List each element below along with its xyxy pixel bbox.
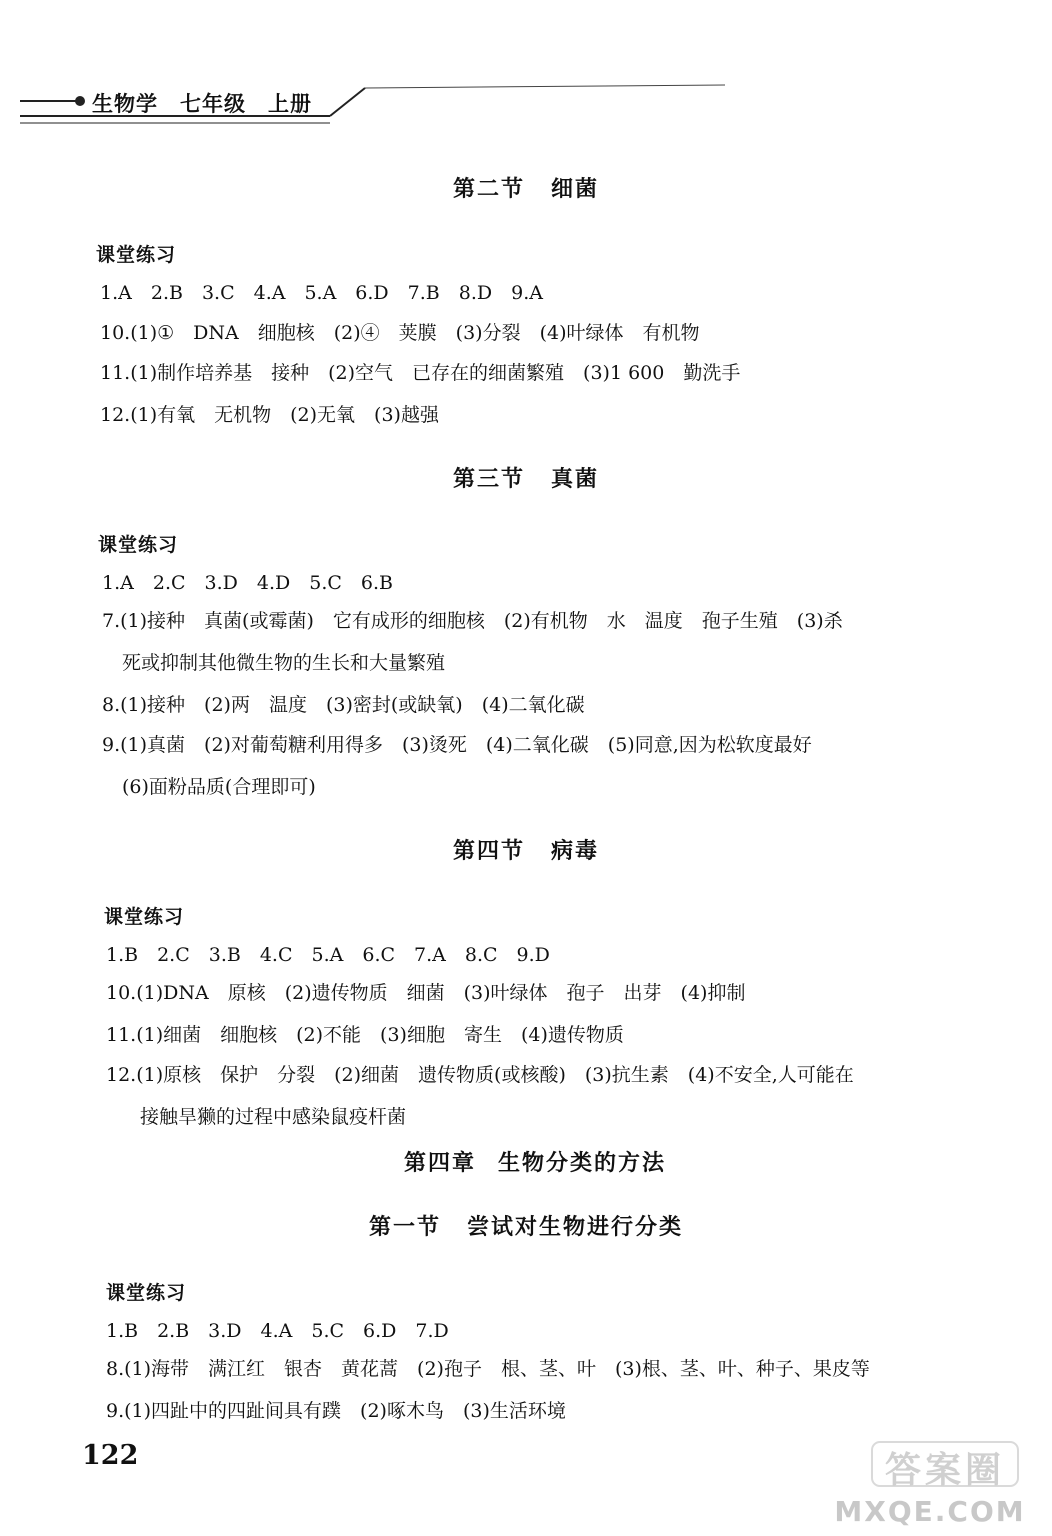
answer-line: 1.B 2.B 3.D 4.A 5.C 6.D 7.D [106,1320,449,1342]
chapter-title [0,1146,1052,1177]
section-name: 真菌 [551,466,600,492]
answer-line-continued: 死或抑制其他微生物的生长和大量繁殖 [122,652,446,674]
section-title-classification [0,1210,1052,1241]
header-title: 生物学 七年级 上册 [92,92,312,116]
answer-line: 10.(1)DNA 原核 (2)遗传物质 细菌 (3)叶绿体 孢子 出芽 (4)抑制 [106,982,746,1004]
header-rule-graphic [0,0,1052,140]
section-number: 第三节 [452,466,525,492]
watermark [830,1438,1030,1528]
answer-line: 10.(1)① DNA 细胞核 (2)④ 荚膜 (3)分裂 (4)叶绿体 有机物 [100,322,700,344]
answer-line-continued: 接触旱獭的过程中感染鼠疫杆菌 [140,1106,407,1128]
section-number: 第二节 [452,176,525,202]
answer-line: 9.(1)真菌 (2)对葡萄糖利用得多 (3)烫死 (4)二氧化碳 (5)同意,因为松软度最好 [102,734,812,756]
exercise-label: 课堂练习 [98,534,179,556]
answer-line: 7.(1)接种 真菌(或霉菌) 它有成形的细胞核 (2)有机物 水 温度 孢子生殖 (3)杀 [102,610,843,632]
page-number: 122 [82,1440,139,1471]
answer-line: 8.(1)接种 (2)两 温度 (3)密封(或缺氧) (4)二氧化碳 [102,694,585,716]
answer-line: 12.(1)有氧 无机物 (2)无氧 (3)越强 [100,404,439,426]
answer-line: 1.A 2.B 3.C 4.A 5.A 6.D 7.B 8.D 9.A [100,282,543,304]
answer-line: 12.(1)原核 保护 分裂 (2)细菌 遗传物质(或核酸) (3)抗生素 (4)不安全,人可能在 [106,1064,854,1086]
section-number: 第一节 [368,1214,441,1240]
watermark-url: MXQE.COM [834,1495,1026,1528]
answer-line: 1.A 2.C 3.D 4.D 5.C 6.B [102,572,393,594]
answer-line: 11.(1)制作培养基 接种 (2)空气 已存在的细菌繁殖 (3)1 600 勤洗手 [100,362,741,384]
section-title-virus [0,834,1052,865]
running-header [0,0,1052,140]
answer-line: 8.(1)海带 满江红 银杏 黄花蒿 (2)孢子 根、茎、叶 (3)根、茎、叶、种子、果皮等 [106,1358,870,1380]
section-name: 尝试对生物进行分类 [467,1214,684,1240]
section-number: 第四节 [452,838,525,864]
answer-line: 11.(1)细菌 细胞核 (2)不能 (3)细胞 寄生 (4)遗传物质 [106,1024,624,1046]
section-name: 病毒 [551,838,600,864]
section-title-fungi [0,462,1052,493]
exercise-label: 课堂练习 [106,1282,187,1304]
section-title-bacteria [0,172,1052,203]
chapter-name: 生物分类的方法 [498,1151,667,1176]
watermark-logo-text: 答案圈 [884,1450,1005,1491]
section-name: 细菌 [551,176,600,202]
exercise-label: 课堂练习 [104,906,185,928]
answer-line: 1.B 2.C 3.B 4.C 5.A 6.C 7.A 8.C 9.D [106,944,550,966]
chapter-number: 第四章 [403,1151,476,1176]
answer-line: 9.(1)四趾中的四趾间具有蹼 (2)啄木鸟 (3)生活环境 [106,1400,566,1422]
exercise-label: 课堂练习 [96,244,177,266]
answer-line-continued: (6)面粉品质(合理即可) [122,776,316,798]
